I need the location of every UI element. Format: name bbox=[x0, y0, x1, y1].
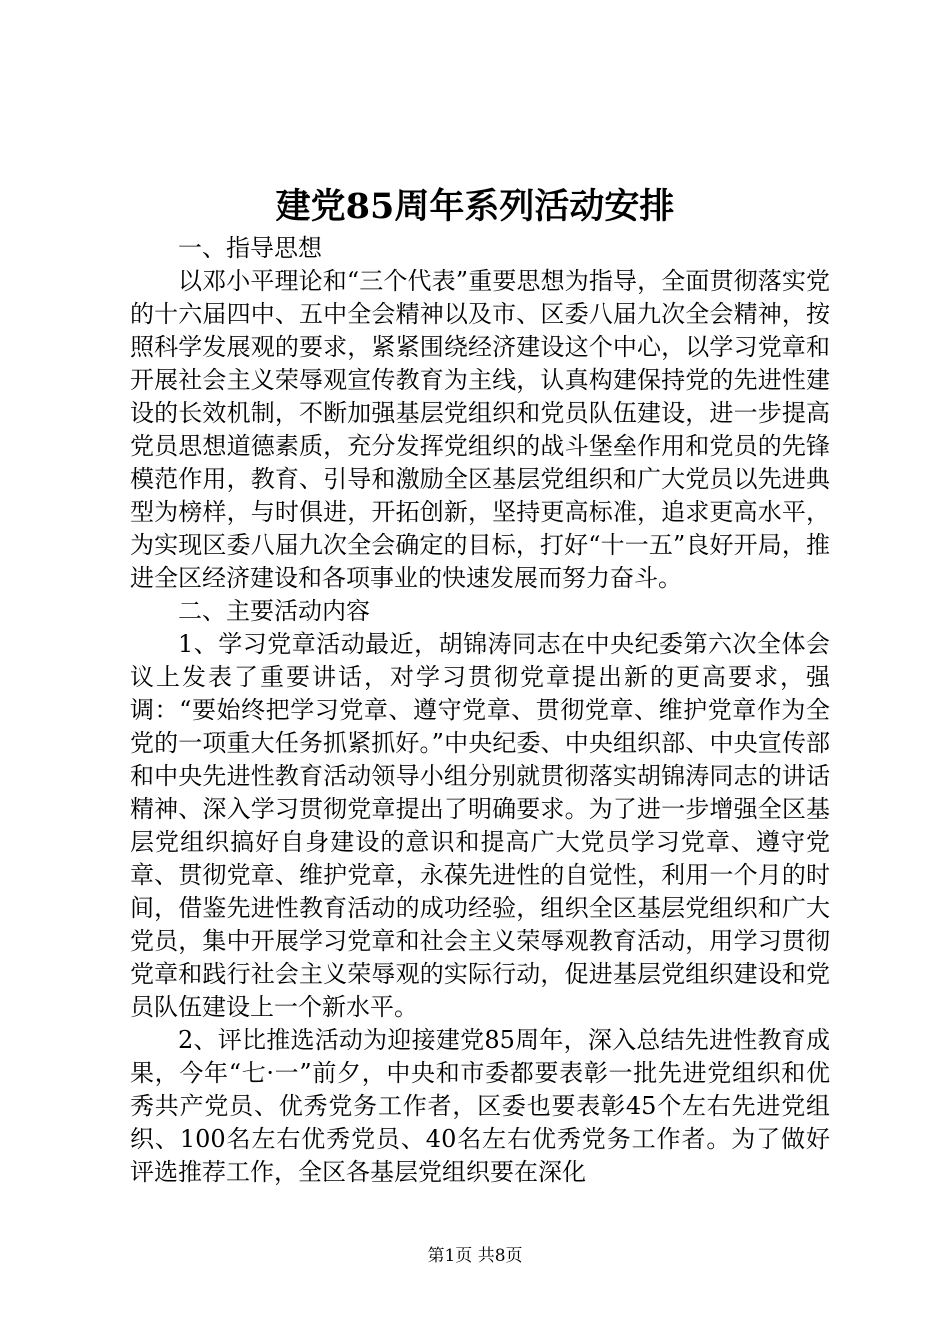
section-heading-guiding-ideology: 一、指导思想 bbox=[178, 234, 322, 262]
paragraph-study-party-constitution: 1、学习党章活动最近，胡锦涛同志在中央纪委第六次全体会议上发表了重要讲话，对学习贯彻党章提出新的更高要求，强调：“要始终把学习党章、遵守党章、贯彻党章、维护党章作为全党的一项重大任务抓紧抓好。”中央纪委、中央组织部、中央宣传部和中央先进性教育活动领导小组分别就贯彻落实胡锦涛同志的讲话精神、深入学习贯彻党章提出了明确要求。为了进一步增强全区基层党组织搞好自身建设的意识和提高广大党员学习党章、遵守党章、贯彻党章、维护党章，永葆先进性的自觉性，利用一个月的时间，借鉴先进性教育活动的成功经验，组织全区基层党组织和广大党员，集中开展学习党章和社会主义荣辱观教育活动，用学习贯彻党章和践行社会主义荣辱观的实际行动，促进基层党组织建设和党员队伍建设上一个新水平。 bbox=[130, 630, 830, 1021]
document-title: 建党85周年系列活动安排 bbox=[275, 186, 675, 227]
paragraph-evaluation-selection: 2、评比推选活动为迎接建党85周年，深入总结先进性教育成果，今年“七·一”前夕，中央和市委都要表彰一批先进党组织和优秀共产党员、优秀党务工作者，区委也要表彰45个左右先进党组织、100名左右优秀党员、40名左右优秀党务工作者。为了做好评选推荐工作，全区各基层党组织要在深化 bbox=[130, 1026, 830, 1186]
section-heading-main-activities: 二、主要活动内容 bbox=[178, 597, 370, 625]
document-body bbox=[130, 232, 830, 1189]
page-number-footer: 第1页 共8页 bbox=[427, 1246, 523, 1266]
paragraph-guiding-ideology: 以邓小平理论和“三个代表”重要思想为指导，全面贯彻落实党的十六届四中、五中全会精神以及市、区委八届九次全会精神，按照科学发展观的要求，紧紧围绕经济建设这个中心，以学习党章和开展社会主义荣辱观宣传教育为主线，认真构建保持党的先进性建设的长效机制，不断加强基层党组织和党员队伍建设，进一步提高党员思想道德素质，充分发挥党组织的战斗堡垒作用和党员的先锋模范作用，教育、引导和激励全区基层党组织和广大党员以先进典型为榜样，与时俱进，开拓创新，坚持更高标准，追求更高水平，为实现区委八届九次全会确定的目标，打好“十一五”良好开局，推进全区经济建设和各项事业的快速发展而努力奋斗。 bbox=[130, 267, 830, 592]
